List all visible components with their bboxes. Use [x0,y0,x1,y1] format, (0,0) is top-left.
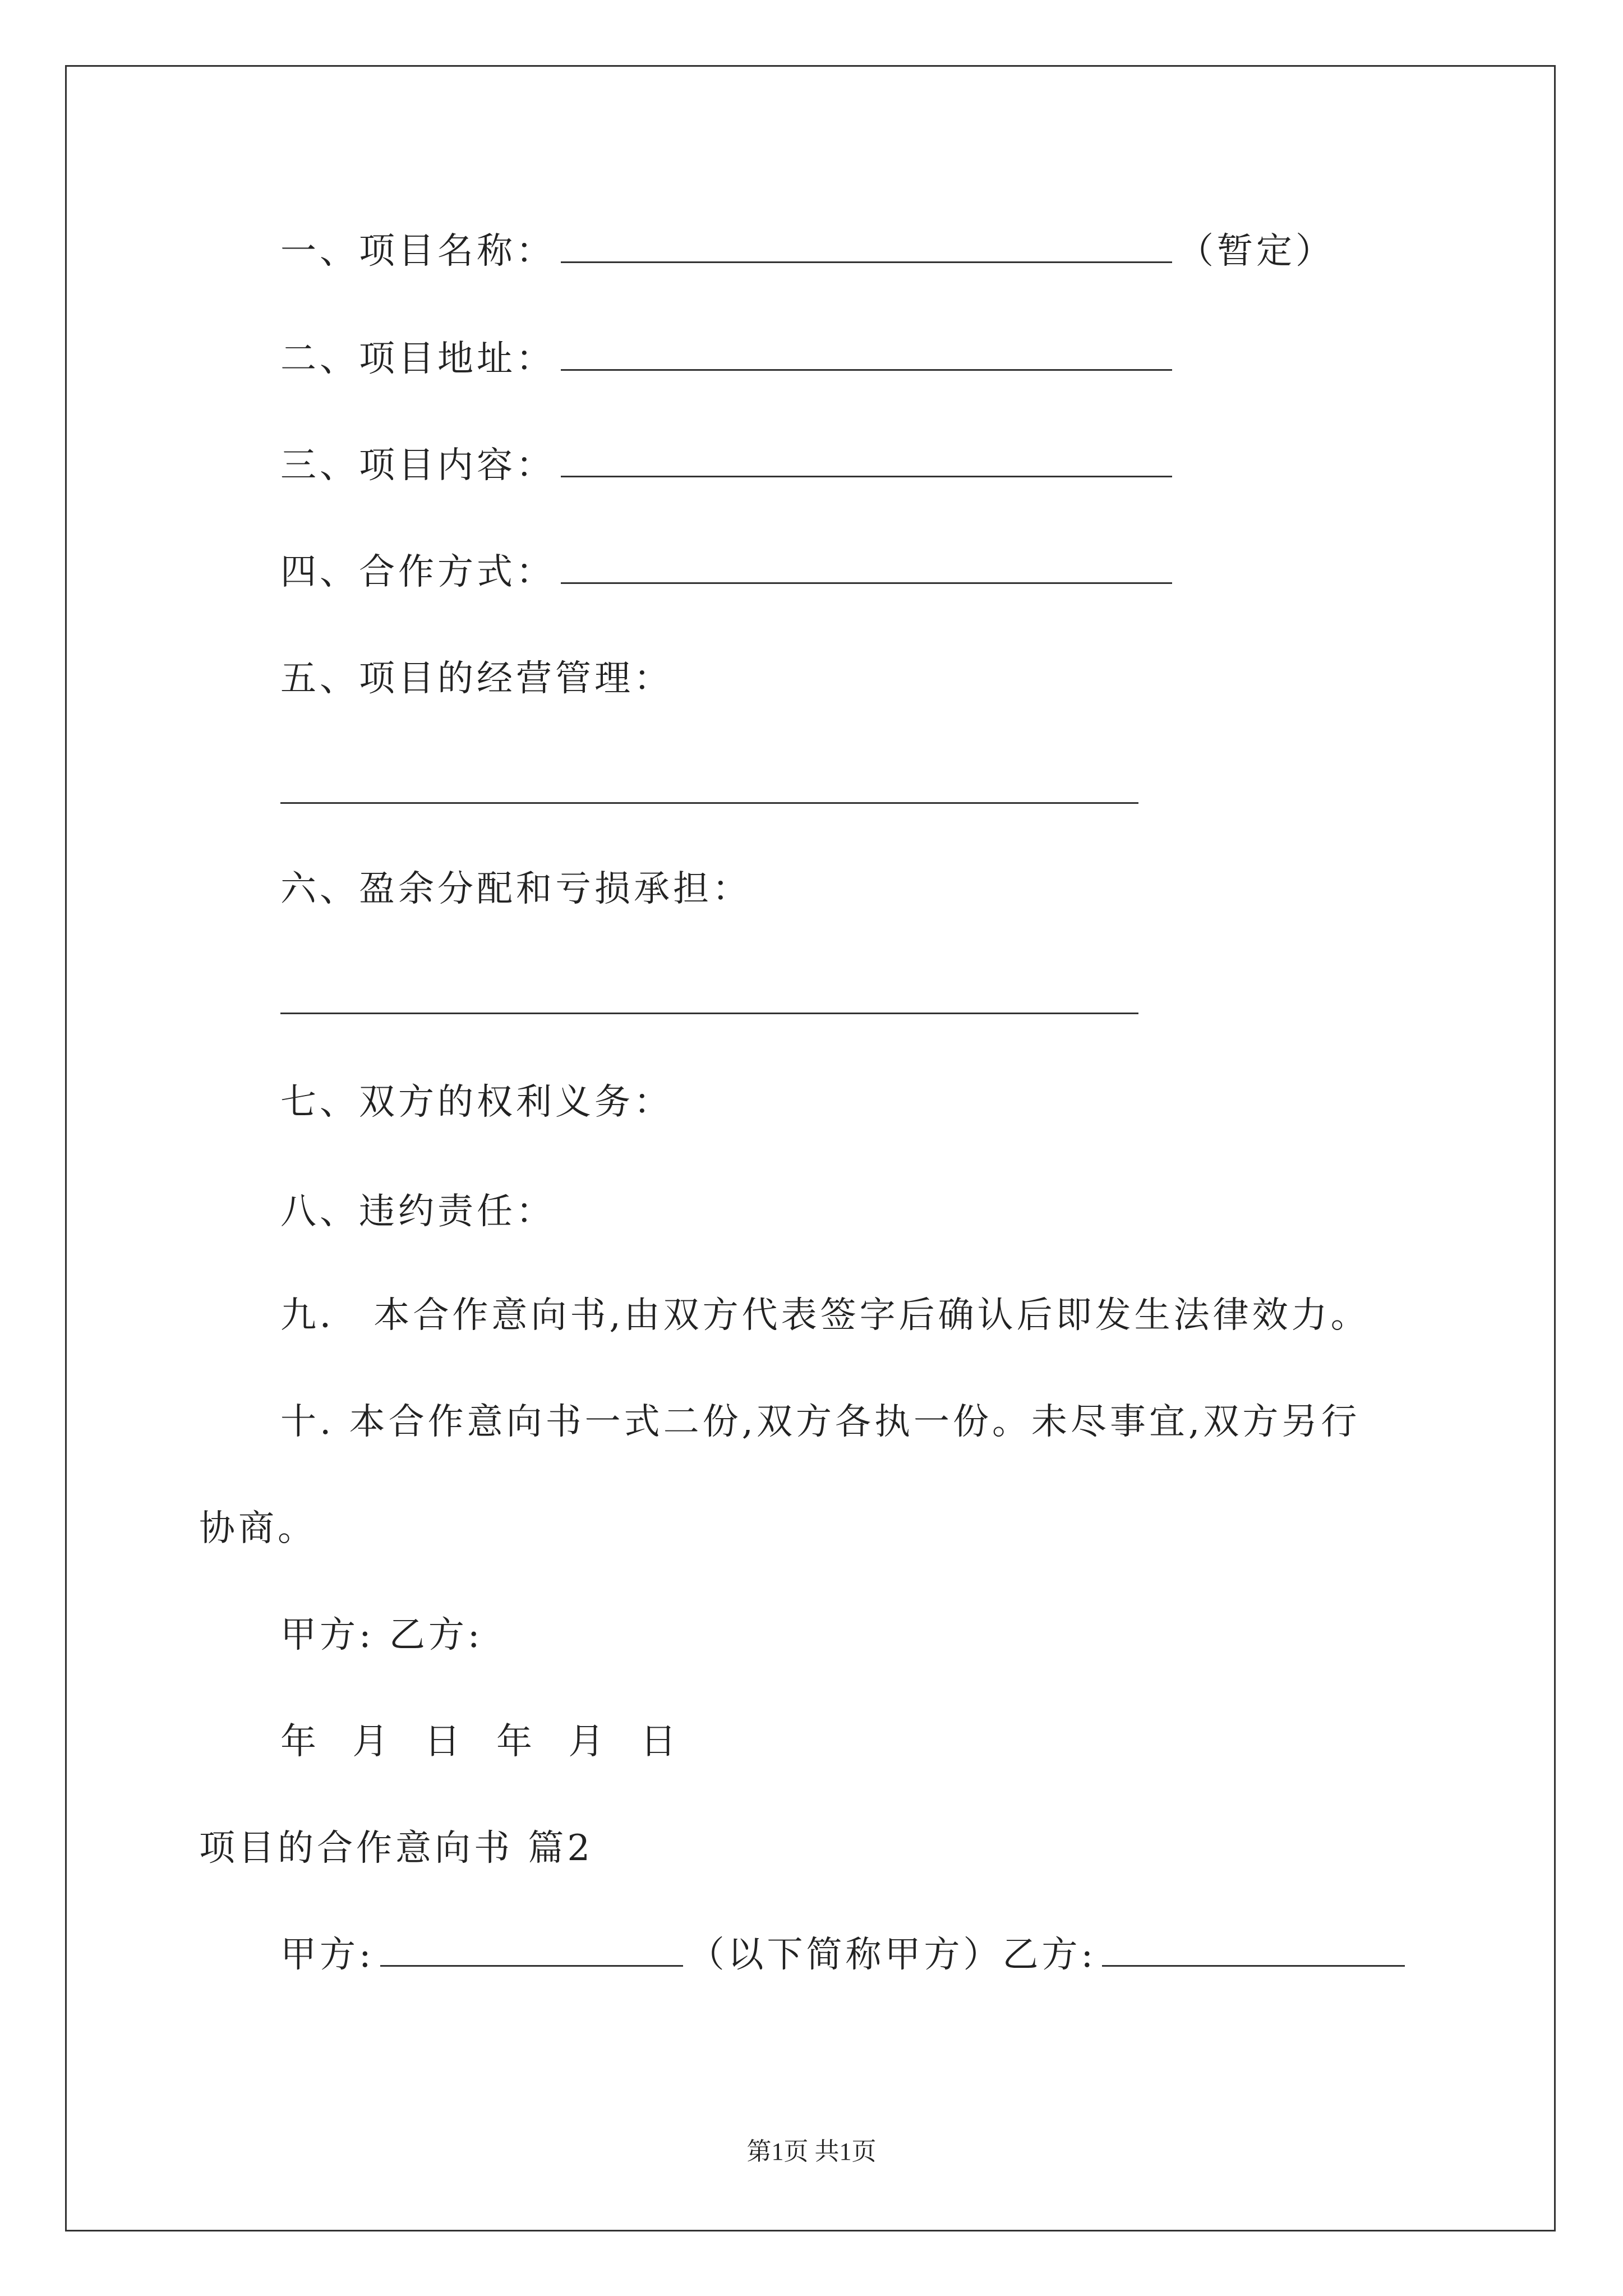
page-border [65,65,1556,2231]
item-suffix: （暂定） [1178,231,1335,272]
blank-line-management [280,802,1138,804]
item-cooperation-mode [280,550,1178,595]
item-effectiveness: 九． 本合作意向书,由双方代表签字后确认后即发生法律效力。 [280,1295,1370,1336]
blank-line [561,551,1172,584]
item-project-address [280,337,1178,381]
item-copies-line1: 十. 本合作意向书一式二份,双方各执一份。未尽事宜,双方另行 [280,1401,1361,1443]
party-line [280,1932,1410,1977]
item-profit-loss-label: 六、盈余分配和亏损承担： [280,868,751,910]
item-label: 二、项目地址： [280,338,555,380]
section-title: 项目的合作意向书 篇2 [199,1828,594,1869]
signature-parties: 甲方: 乙方: [280,1614,483,1656]
blank-line [561,230,1172,263]
party-b-blank [1102,1934,1405,1967]
page-footer: 第1页 共1页 [746,2138,877,2165]
party-a-note: （以下简称甲方）乙方: [688,1934,1097,1976]
blank-line [561,444,1172,477]
signature-dates: 年 月 日 年 月 日 [280,1721,689,1763]
blank-line [561,338,1172,371]
item-label: 三、项目内容： [280,445,555,486]
party-a-blank [380,1934,683,1967]
item-copies-line2: 协商。 [199,1508,317,1549]
blank-line-profit-loss [280,1013,1138,1014]
item-project-name [280,229,1335,274]
item-label: 四、合作方式： [280,551,555,593]
item-project-content [280,443,1178,488]
item-management-label: 五、项目的经营管理： [280,658,673,700]
item-breach-liability: 八、违约责任： [280,1191,555,1232]
party-a-label: 甲方: [280,1934,375,1976]
item-label: 一、项目名称： [280,231,555,272]
item-rights-duties: 七、双方的权利义务： [280,1082,673,1123]
